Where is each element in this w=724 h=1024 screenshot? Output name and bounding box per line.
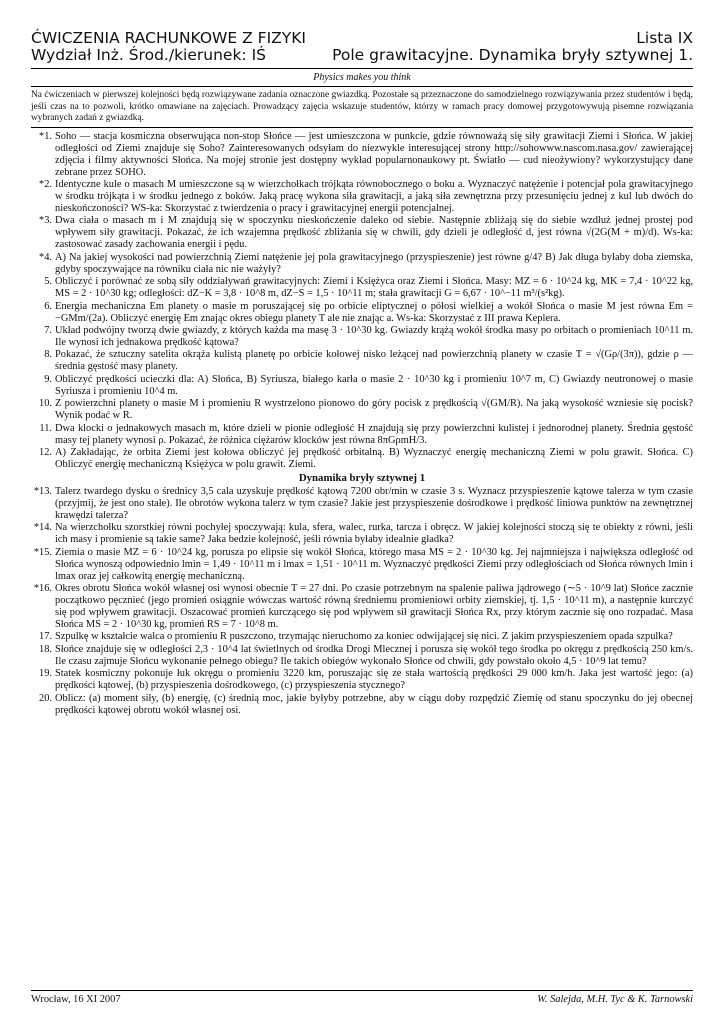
task-number: 12. [39,447,52,459]
task-text: Z powierzchni planety o masie M i promieniu R wystrzelono pionowo do góry pocisk z prędkością √(GM/R). Na jaką wysokość wzniesie się pocisk? Wynik podać w R. [55,398,693,422]
task-number: 10. [39,398,52,410]
footer-date: Wrocław, 16 XI 2007 [31,994,121,1005]
task-item [31,252,693,276]
task-number: *3. [39,215,52,227]
task-item [31,301,693,325]
section-heading: Dynamika bryły sztywnej 1 [298,471,426,484]
task-text: Na wierzchołku szorstkiej równi pochyłej spoczywają: kula, sfera, walec, rurka, tarcza i obręcz. W jakiej kolejności stoczą się te obiekty z równi, jeśli ich masy i promienie są takie same? Jaka bedzie kolejność, jeśli równia byłaby idealnie gładka? [55,522,693,546]
task-item [31,423,693,447]
header-row-2 [31,47,693,64]
task-item [31,131,693,179]
task-item [31,522,693,546]
task-number: *14. [33,522,52,534]
task-item [31,668,693,692]
task-item [31,398,693,422]
task-number: *4. [39,251,52,263]
task-text: Dwa klocki o jednakowych masach m, które dzieli w pionie odległość H znajdują się przy powierzchni kulistej i jednorodnej planety. Średnia gęstość masy tej planety wynosi ρ. Pokazać, że różnica ciężarów klocków jest równa 8πGρmH/3. [55,422,693,446]
task-item [31,486,693,522]
task-item [31,547,693,583]
task-text: Dwa ciała o masach m i M znajdują się w spoczynku nieskończenie daleko od siebie. Następnie zbliżają się do siebie wzdłuż jednej prostej pod wpływem siły grawitacji. Pokazać, że ich wzajemna prędkość zbliżania się w chwili, gdy dzieli je odległość d, jest równa √(2G(M + m)/d). Ws-ka: zastosować zasady zachowania energii i pędu. [55,215,693,251]
task-number: *2. [39,179,52,191]
document-page [31,30,693,717]
task-item [31,325,693,349]
faculty-label: Wydział Inż. Środ./kierunek: IŚ [31,46,266,64]
footer-authors: W. Salejda, M.H. Tyc & K. Tarnowski [537,994,693,1005]
footer [31,994,693,1005]
list-number: Lista IX [636,29,693,47]
task-text: A) Zakładając, że orbita Ziemi jest kołowa obliczyć jej prędkość orbitalną. B) Wyznaczyć energię mechaniczną Ziemi w polu grawit. Słońca. C) Obliczyć energię mechaniczną Księżyca w polu grawit. Ziemi. [55,447,693,471]
task-item [31,349,693,373]
task-number: 5. [44,276,52,288]
task-number: *15. [33,546,52,558]
task-item [31,276,693,300]
footer-divider [31,990,693,991]
task-item [31,583,693,631]
header-row-1 [31,30,693,47]
task-item [31,693,693,717]
task-text: Talerz twardego dysku o średnicy 3,5 cala uzyskuje prędkość kątową 7200 obr/min w czasie 3 s. Wyznacz przyspieszenie kątowe talerza w tym czasie (przyjmij, że jest ono stałe). Ile obrotów wykona talerz w tym czasie? Jakie jest przyspieszenie dośrodkowe i prędkość liniowa punktów na zewnętrznej krawędzi talerza? [55,485,693,521]
task-text: Obliczyć i porównać ze sobą siły oddziaływań grawitacyjnych: Ziemi i Księżyca oraz Ziemi i Słońca. Masy: MZ = 6 · 10^24 kg, MK = 7,4 · 10^22 kg, MS = 2 · 10^30 kg; odległości: dZ−K = 3,8 · 10^8 m, dZ−S = 1,5 · 10^11 m; stała grawitacji G = 6,67 · 10^−11 m³/(s²kg). [55,276,693,300]
task-text: Energia mechaniczna Em planety o masie m poruszającej się po orbicie eliptycznej o półosi wielkiej a wokół Słońca o masie M jest równa Em = −GMm/(2a). Obliczyć energię Em znając okres obiegu planety T ale nie znając a. Ws-ka: Skorzystać z III prawa Keplera. [55,300,693,324]
intro-paragraph: Na ćwiczeniach w pierwszej kolejności będą rozwiązywane zadania oznaczone gwiazdką. Pozostałe są przeznaczone do samodzielnego rozwiązywania przez studentów i będą, jeśli czas na to pozwoli, krótko omawiane na zajęciach. Prowadzący zajęcia wskazuje studentów, którzy w ramach pracy domowej przygotowywują pisemne rozwiązania wybranych zadań z gwiazdką. [31,90,693,124]
task-text: Szpulkę w kształcie walca o promieniu R puszczono, trzymając nieruchomo za koniec odwijającej się nici. Z jakim przyspieszeniem opada szpulka? [55,631,673,643]
task-item [31,374,693,398]
topic-title: Pole grawitacyjne. Dynamika bryły sztywnej 1. [332,46,693,64]
task-number: *1. [39,130,52,142]
task-item [31,631,693,643]
task-number: 20. [39,692,52,704]
task-item [31,179,693,215]
tagline: Physics makes you think [313,72,411,83]
task-number: 9. [44,373,52,385]
task-number: 17. [39,631,52,643]
task-number: 18. [39,643,52,655]
task-text: Ziemia o masie MZ = 6 · 10^24 kg, porusza po elipsie się wokół Słońca, którego masa MS = 2 · 10^30 kg. Jej najmniejsza i największa odległość od Słońca wynoszą odpowiednio lmin = 1,49 · 10^11 m i lmax = 1,51 · 10^11 m. Wyznaczyć prędkości Ziemi przy odległościach od Słońca równych lmin i lmax oraz jej całkowitą energię mechaniczną. [55,546,693,582]
task-text: Słońce znajduje się w odległości 2,3 · 10^4 lat świetlnych od środka Drogi Mlecznej i porusza się wokół tego środka po okręgu z prędkością 250 km/s. Ile czasu zajmuje Słońcu wykonanie pełnego obiegu? Ile takich obiegów wykonało Słońce od chwili, gdy powstało około 4,5 · 10^9 lat temu? [55,643,693,667]
task-text: Identyczne kule o masach M umieszczone są w wierzchołkach trójkąta równobocznego o boku a. Wyznaczyć natężenie i potencjał pola grawitacyjnego w środku trójkąta i w środku jednego z boków. Jaką pracę wykona siła grawitacji, a jaką siła zewnętrzna przy przesunięciu jednej z kul lub dwóch do nieskończoności? WS-ka: Skorzystać z twierdzenia o pracy i grawitacyjnej energii potencjalnej. [55,179,693,214]
task-number: *16. [33,583,52,595]
task-text: A) Na jakiej wysokości nad powierzchnią Ziemi natężenie jej pola grawitacyjnego (przyspieszenie) jest równe g/4? B) Jak długa byłaby doba ziemska, gdyby spoczywające na równiku ciała nic nie ważyły? [55,251,693,275]
task-text: Okres obrotu Słońca wokół własnej osi wynosi obecnie T = 27 dni. Po czasie potrzebnym na spalenie paliwa jądrowego (∼5 · 10^9 lat) Słońce zacznie początkowo pęcznieć (jego promień osiągnie wówczas wartość równą średniemu promieniowi orbity ziemskiej, tj. 1,5 · 10^11 m), a następnie kurczyć się pod wpływem grawitacji. Oszacować promień kurczącego się pod wpływem sił grawitacji Słońca Rx, przy którym zacznie się ono rozpadać. Masa Słońca MS = 2 · 10^30 kg, promień RS = 7 · 10^8 m. [55,583,693,630]
intro-divider-bottom [31,127,693,128]
header-divider [31,68,693,69]
task-text: Statek kosmiczny pokonuje łuk okręgu o promieniu 3220 km, poruszając się ze stała wartością prędkości 29 000 km/h. Jaka jest wartość jego: (a) prędkości kątowej, (b) przyspieszenia dośrodkowego, (c) przyspieszenia stycznego? [55,668,693,692]
task-list-rigid-body [31,486,693,717]
task-number: 7. [44,325,52,337]
course-title: ĆWICZENIA RACHUNKOWE Z FIZYKI [31,29,306,47]
task-text: Oblicz: (a) moment siły, (b) energię, (c) średnią moc, jakie byłyby potrzebne, aby w ciągu doby rozpędzić Ziemię od stanu spoczynku do jej obecnej prędkości kątowej obrotu wokół własnej osi. [55,692,693,716]
task-number: 6. [44,300,52,312]
task-item [31,644,693,668]
task-text: Układ podwójny tworzą dwie gwiazdy, z których każda ma masę 3 · 10^30 kg. Gwiazdy krążą wokół środka masy po orbitach o promieniach 10^11 m. Ile wynosi ich jednakowa prędkość kątowa? [55,325,693,348]
task-number: 11. [39,422,52,434]
task-item [31,215,693,251]
task-number: 19. [39,668,52,680]
task-text: Obliczyć prędkości ucieczki dla: A) Słońca, B) Syriusza, białego karła o masie 2 · 10^30 kg i promieniu 10^7 m, C) Gwiazdy neutronowej o masie Syriusza i promieniu 10^4 m. [55,373,693,397]
task-list-gravity [31,131,693,471]
task-text: Pokazać, że sztuczny satelita okrąża kulistą planetę po orbicie kołowej nisko leżącej nad powierzchnią planety w czasie T = √(Gρ/(3π)), gdzie ρ — średnia gęstość masy planety. [55,349,693,373]
task-number: *13. [33,485,52,497]
intro-divider-top [31,86,693,87]
task-text: Soho — stacja kosmiczna obserwująca non-stop Słońce — jest umieszczona w punkcie, gdzie równoważą się siły grawitacji Ziemi i Słońca. W jakiej odległości od Ziemi znajduje się Soho? Zainteresowanych odsyłam do niezwykle interesującej strony http://sohowww.nascom.nasa.gov/ zawierającej zdjęcia i filmy aktywności Słońca. Na mojej stronie jest dostępny wykład popularnonaukowy pt. Światło — cud nieożywiony? wykorzystujący dane zebrane przez SOHO. [55,130,693,178]
task-number: 8. [44,349,52,361]
task-item [31,447,693,471]
